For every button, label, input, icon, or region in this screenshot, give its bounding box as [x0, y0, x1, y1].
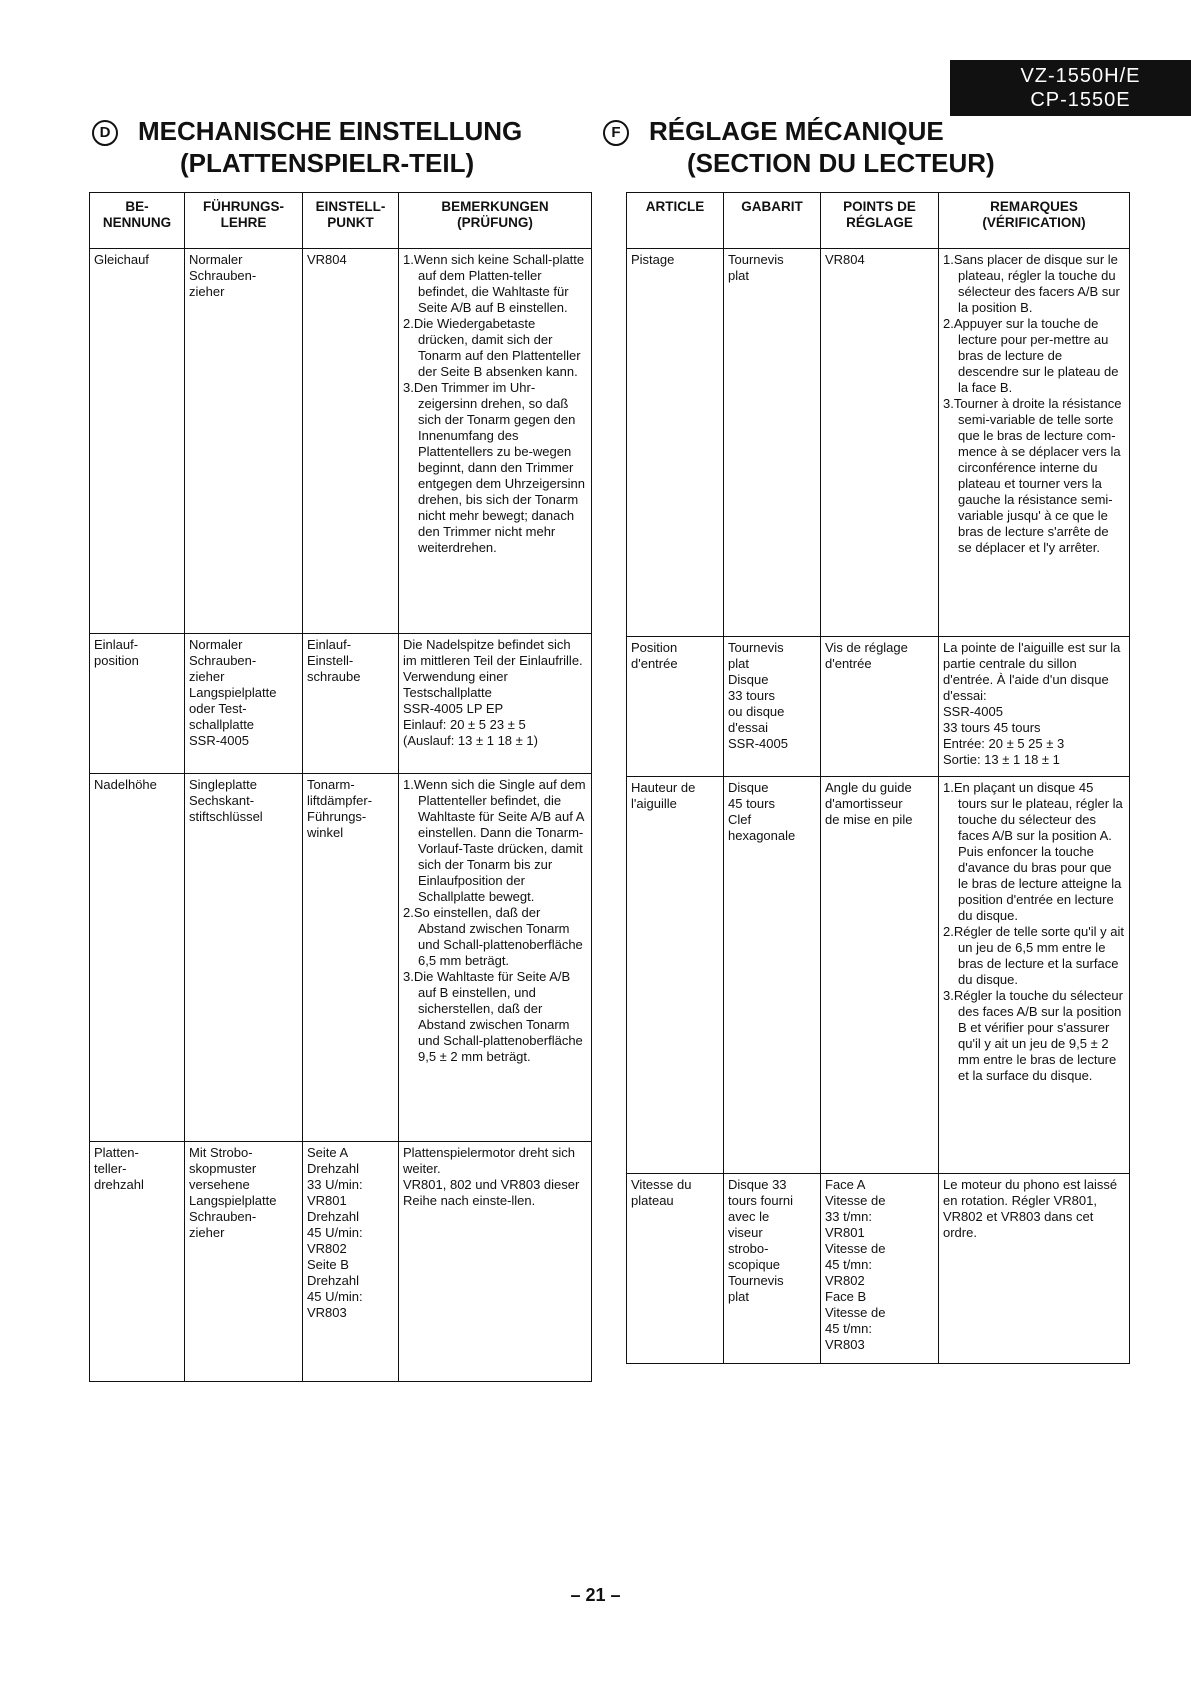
row-remarks [939, 777, 1130, 1174]
french-section-title [603, 115, 995, 179]
section-marker-d: D [92, 120, 118, 146]
model-number-line1: VZ-1550H/E [1020, 65, 1141, 87]
row-tool: Singleplatte Sechskant- stiftschlüssel [185, 774, 303, 1142]
row-remarks [399, 774, 592, 1142]
row-tool: Normaler Schrauben- zieher [185, 249, 303, 634]
table-row [627, 1174, 1130, 1364]
remark-step: 1.Wenn sich die Single auf dem Plattenteller befindet, die Wahltaste für Seite A/B auf A einstellen. Dann die Tonarm-Vorlauf-Taste drücken, damit sich der Tonarm bis zur Einlaufposition der Schallplatte bewegt. [403, 777, 586, 904]
row-tool: Tournevis plat Disque 33 tours ou disque d'essai SSR-4005 [724, 637, 821, 777]
remark-step: Le moteur du phono est laissé en rotation. Régler VR801, VR802 et VR803 dans cet ordre. [943, 1177, 1118, 1240]
table-row [90, 249, 592, 634]
row-point: Vis de réglage d'entrée [821, 637, 939, 777]
german-adjustment-table [89, 192, 592, 1382]
row-remarks [939, 637, 1130, 777]
row-name: Gleichauf [90, 249, 185, 634]
remark-step: 2.Appuyer sur la touche de lecture pour per-mettre au bras de lecture de descendre sur le plateau de la face B. [943, 316, 1119, 395]
row-point: VR804 [303, 249, 399, 634]
table-row [627, 777, 1130, 1174]
row-name: Nadelhöhe [90, 774, 185, 1142]
german-title-line2: (PLATTENSPIELR-TEIL) [180, 148, 475, 178]
table-row [90, 774, 592, 1142]
column-header: GABARIT [724, 193, 821, 249]
row-tool: Disque 45 tours Clef hexagonale [724, 777, 821, 1174]
row-point: Angle du guide d'amortisseur de mise en pile [821, 777, 939, 1174]
remark-step: 1.Wenn sich keine Schall-platte auf dem Platten-teller befindet, die Wahltaste für Seite A/B auf B einstellen. [403, 252, 585, 315]
column-header: FÜHRUNGS- LEHRE [185, 193, 303, 249]
row-remarks [939, 249, 1130, 637]
german-section-title [92, 115, 522, 179]
row-name: Einlauf- position [90, 634, 185, 774]
french-title-line1: RÉGLAGE MÉCANIQUE [649, 116, 944, 146]
column-header: POINTS DE RÉGLAGE [821, 193, 939, 249]
column-header: ARTICLE [627, 193, 724, 249]
row-tool: Disque 33 tours fourni avec le viseur strobo- scopique Tournevis plat [724, 1174, 821, 1364]
row-remarks [399, 249, 592, 634]
remark-step: La pointe de l'aiguille est sur la partie centrale du sillon d'entrée. À l'aide d'un disque d'essai: SSR-4005 33 tours 45 tours Entrée: 20 ± 5 25 ± 3 Sortie: 13 ± 1 18 ± 1 [943, 640, 1121, 767]
german-title-line1: MECHANISCHE EINSTELLUNG [138, 116, 523, 146]
row-remarks [939, 1174, 1130, 1364]
table-row [90, 634, 592, 774]
row-tool: Normaler Schrauben- zieher Langspielplatte oder Test- schallplatte SSR-4005 [185, 634, 303, 774]
row-remarks [399, 1142, 592, 1382]
model-number-box [950, 60, 1191, 116]
french-title-line2: (SECTION DU LECTEUR) [687, 148, 995, 178]
row-point: VR804 [821, 249, 939, 637]
table-row [90, 1142, 592, 1382]
table-row [627, 637, 1130, 777]
column-header: REMARQUES (VÉRIFICATION) [939, 193, 1130, 249]
row-point: Seite A Drehzahl 33 U/min: VR801 Drehzahl 45 U/min: VR802 Seite B Drehzahl 45 U/min: VR803 [303, 1142, 399, 1382]
remark-step: 2.So einstellen, daß der Abstand zwischen Tonarm und Schall-plattenoberfläche 6,5 mm beträgt. [403, 905, 583, 968]
remark-step: 2.Régler de telle sorte qu'il y ait un jeu de 6,5 mm entre le bras de lecture et la surface du disque. [943, 924, 1124, 987]
row-point: Tonarm- liftdämpfer- Führungs- winkel [303, 774, 399, 1142]
table-row [627, 249, 1130, 637]
remark-step: 3.Die Wahltaste für Seite A/B auf B einstellen, und sicherstellen, daß der Abstand zwischen Tonarm und Schall-plattenoberfläche 9,5 ± 2 mm beträgt. [403, 969, 583, 1064]
remark-step: Plattenspielermotor dreht sich weiter. VR801, 802 und VR803 dieser Reihe nach einste-llen. [403, 1145, 580, 1208]
row-tool: Mit Strobo- skopmuster versehene Langspielplatte Schrauben- zieher [185, 1142, 303, 1382]
column-header: BEMERKUNGEN (PRÜFUNG) [399, 193, 592, 249]
remark-step: 1.Sans placer de disque sur le plateau, régler la touche du sélecteur des facers A/B sur la position B. [943, 252, 1120, 315]
row-name: Hauteur de l'aiguille [627, 777, 724, 1174]
remark-step: 3.Den Trimmer im Uhr-zeigersinn drehen, so daß sich der Tonarm gegen den Innenumfang des Plattentellers zu be-wegen beginnt, dann den Trimmer entgegen dem Uhrzeigersinn drehen, bis sich der Tonarm nicht mehr bewegt; danach den Trimmer nicht mehr weiterdrehen. [403, 380, 585, 555]
french-adjustment-table [626, 192, 1130, 1364]
model-number-line2: CP-1550E [1030, 89, 1131, 111]
remark-step: 2.Die Wiedergabetaste drücken, damit sich der Tonarm auf den Plattenteller der Seite B absenken kann. [403, 316, 581, 379]
page-number: – 21 – [570, 1585, 621, 1605]
remark-step: Die Nadelspitze befindet sich im mittleren Teil der Einlaufrille. Verwendung einer Testschallplatte SSR-4005 LP EP Einlauf: 20 ± 5 23 ± 5 (Auslauf: 13 ± 1 18 ± 1) [403, 637, 583, 748]
row-name: Pistage [627, 249, 724, 637]
row-name: Vitesse du plateau [627, 1174, 724, 1364]
remark-step: 3.Régler la touche du sélecteur des faces A/B sur la position B et vérifier pour s'assurer qu'il y ait un jeu de 9,5 ± 2 mm entre le bras de lecture et la surface du disque. [943, 988, 1123, 1083]
row-tool: Tournevis plat [724, 249, 821, 637]
row-point: Einlauf- Einstell- schraube [303, 634, 399, 774]
remark-step: 3.Tourner à droite la résistance semi-variable de telle sorte que le bras de lecture com-mence à se déplacer vers la circonférence interne du plateau et tourner vers la gauche la résistance semi-variable jusqu' à ce que le bras de lecture s'arrête de se déplacer et l'y arrêter. [943, 396, 1122, 555]
remark-step: 1.En plaçant un disque 45 tours sur le plateau, régler la touche du sélecteur des faces A/B sur la position A. Puis enfoncer la touche d'avance du bras pour que le bras de lecture atteigne la position d'entrée en lecture du disque. [943, 780, 1123, 923]
row-name: Platten- teller- drehzahl [90, 1142, 185, 1382]
column-header: EINSTELL- PUNKT [303, 193, 399, 249]
row-remarks [399, 634, 592, 774]
section-marker-f: F [603, 120, 629, 146]
row-point: Face A Vitesse de 33 t/mn: VR801 Vitesse de 45 t/mn: VR802 Face B Vitesse de 45 t/mn: VR803 [821, 1174, 939, 1364]
row-name: Position d'entrée [627, 637, 724, 777]
column-header: BE- NENNUNG [90, 193, 185, 249]
